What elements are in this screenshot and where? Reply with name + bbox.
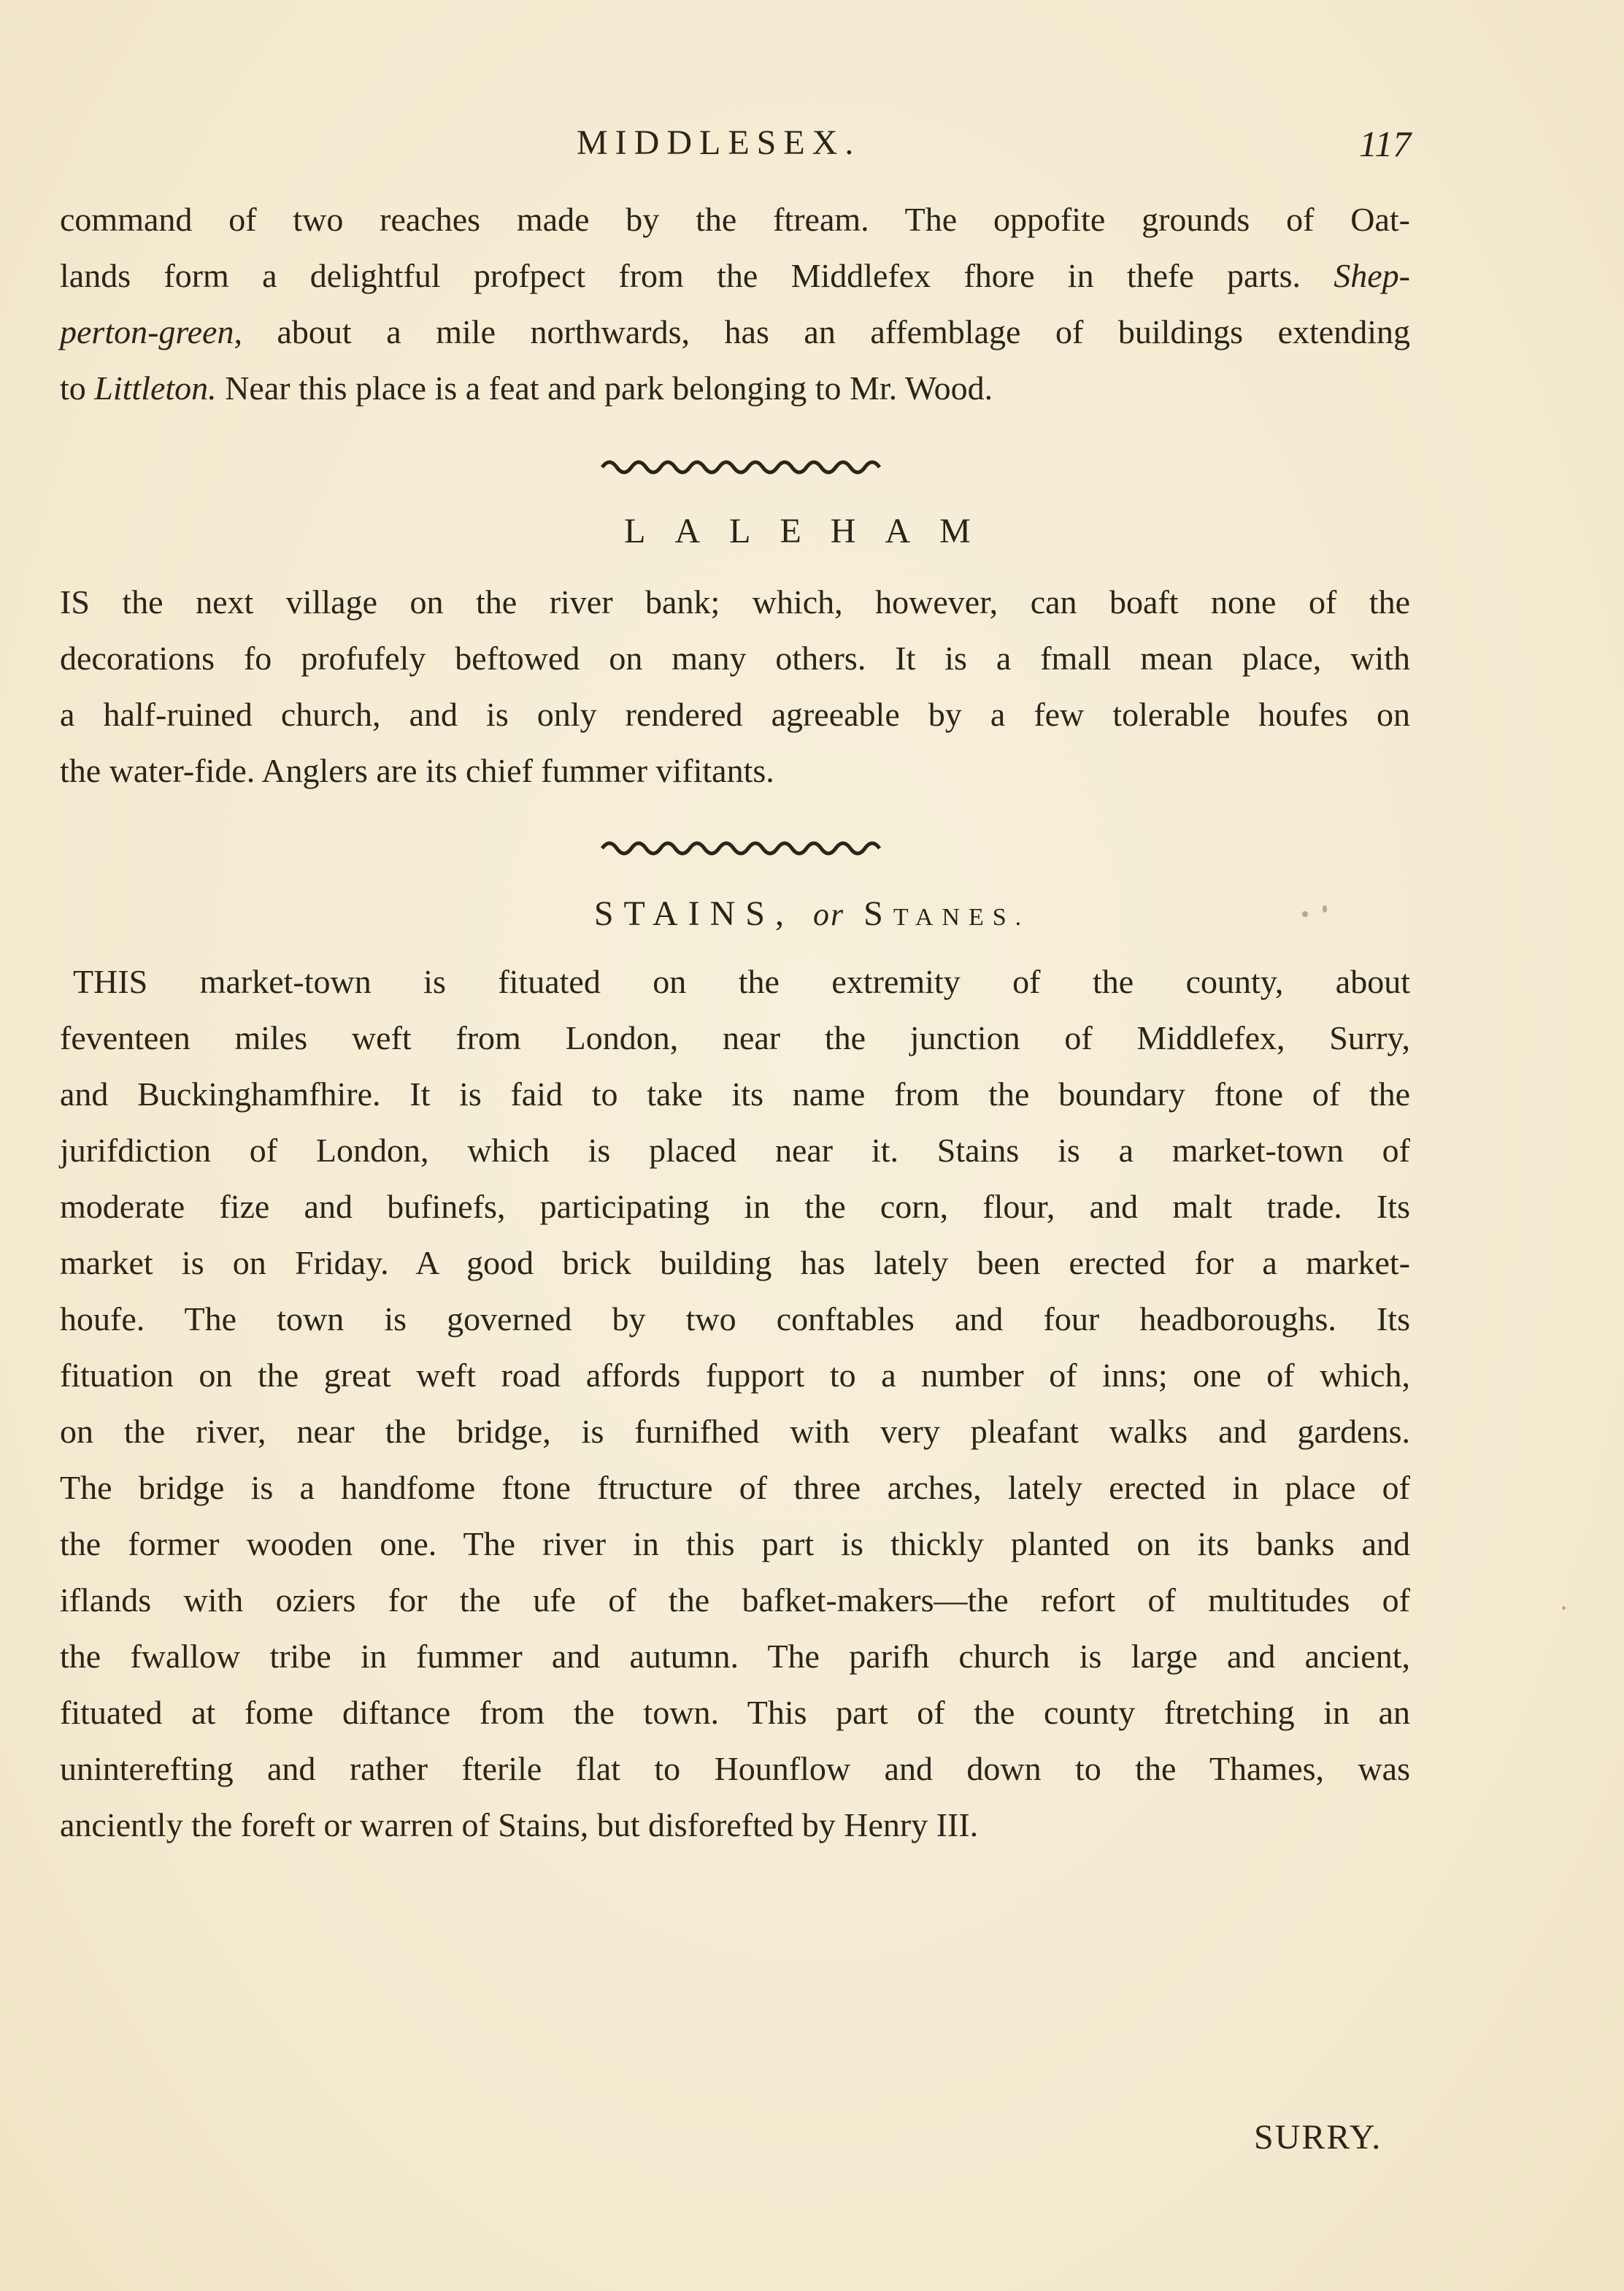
laleham-paragraph [60, 574, 1410, 799]
intro-paragraph [60, 191, 1410, 416]
text-line: THIS market-town is fituated on the extremity of the county, about [73, 963, 1410, 1000]
stains-paragraph [60, 953, 1410, 1853]
text-line: the water-fide. Anglers are its chief fummer vifitants. [60, 752, 774, 789]
text-line [60, 247, 1410, 304]
wavy-rule-ornament [599, 832, 883, 861]
ink-speck [1302, 911, 1308, 917]
text-line: jurifdiction of London, which is placed near it. Stains is a market-town of [60, 1132, 1410, 1169]
text-line [60, 360, 1410, 416]
heading-alt-rest: TANES. [893, 904, 1031, 931]
text-line: IS the next village on the river bank; which, however, can boaft none of the [60, 583, 1410, 621]
text-span: about a mile northwards, has an affemblage of buildings extending [277, 313, 1411, 350]
text-line [60, 304, 1410, 360]
text-line: market is on Friday. A good brick building has lately been erected for a market- [60, 1244, 1410, 1281]
text-line: uninterefting and rather fterile flat to Hounflow and down to the Thames, was [60, 1750, 1410, 1787]
text-line: a half-ruined church, and is only rendered agreeable by a few tolerable houfes on [60, 696, 1410, 733]
text-line: command of two reaches made by the ftream. The oppofite grounds of Oat- [60, 201, 1410, 238]
text-line: decorations fo profufely beftowed on many others. It is a fmall mean place, with [60, 640, 1410, 677]
catchword: SURRY. [1254, 2118, 1382, 2157]
place-name: perton-green, [60, 313, 242, 350]
text-line: on the river, near the bridge, is furnifhed with very pleafant walks and gardens. [60, 1413, 1410, 1450]
text-line: The bridge is a handfome ftone ftructure of three arches, lately erected in place of [60, 1469, 1410, 1506]
page-number: 117 [1359, 123, 1412, 164]
text-line: anciently the foreft or warren of Stains, but disforefted by Henry III. [60, 1806, 979, 1843]
text-line: and Buckinghamfhire. It is faid to take its name from the boundary ftone of the [60, 1075, 1410, 1113]
place-name: Shep- [1334, 257, 1411, 294]
text-line: moderate fize and bufinefs, participating in the corn, flour, and malt trade. Its [60, 1188, 1410, 1225]
heading-or: or [813, 897, 845, 932]
heading-alt-initial: S [863, 894, 893, 933]
text-span: to [60, 369, 86, 407]
text-span: Near this place is a feat and park belonging to Mr. Wood. [225, 369, 993, 407]
section-heading-laleham: LALEHAM [624, 512, 1000, 550]
running-title: MIDDLESEX. [577, 123, 861, 162]
text-line: fituation on the great weft road affords fupport to a number of inns; one of which, [60, 1356, 1410, 1394]
heading-main: STAINS, [593, 894, 794, 933]
text-line: fituated at fome diftance from the town. This part of the county ftretching in an [60, 1694, 1410, 1731]
text-span: lands form a delightful profpect from the Middlefex fhore in thefe parts. [60, 257, 1301, 294]
text-line: feventeen miles weft from London, near the junction of Middlefex, Surry, [60, 1019, 1410, 1056]
text-line: houfe. The town is governed by two conftables and four headboroughs. Its [60, 1300, 1410, 1338]
section-heading-stains [0, 894, 1624, 934]
text-line: the fwallow tribe in fummer and autumn. The parifh church is large and ancient, [60, 1638, 1410, 1675]
running-head [0, 123, 1624, 174]
ink-speck [1562, 1606, 1566, 1610]
place-name: Littleton. [94, 369, 217, 407]
wavy-rule-ornament [599, 451, 883, 480]
text-line: the former wooden one. The river in this part is thickly planted on its banks and [60, 1525, 1410, 1562]
ink-speck [1323, 905, 1327, 913]
text-line: iflands with oziers for the ufe of the bafket-makers—the refort of multitudes of [60, 1581, 1410, 1619]
